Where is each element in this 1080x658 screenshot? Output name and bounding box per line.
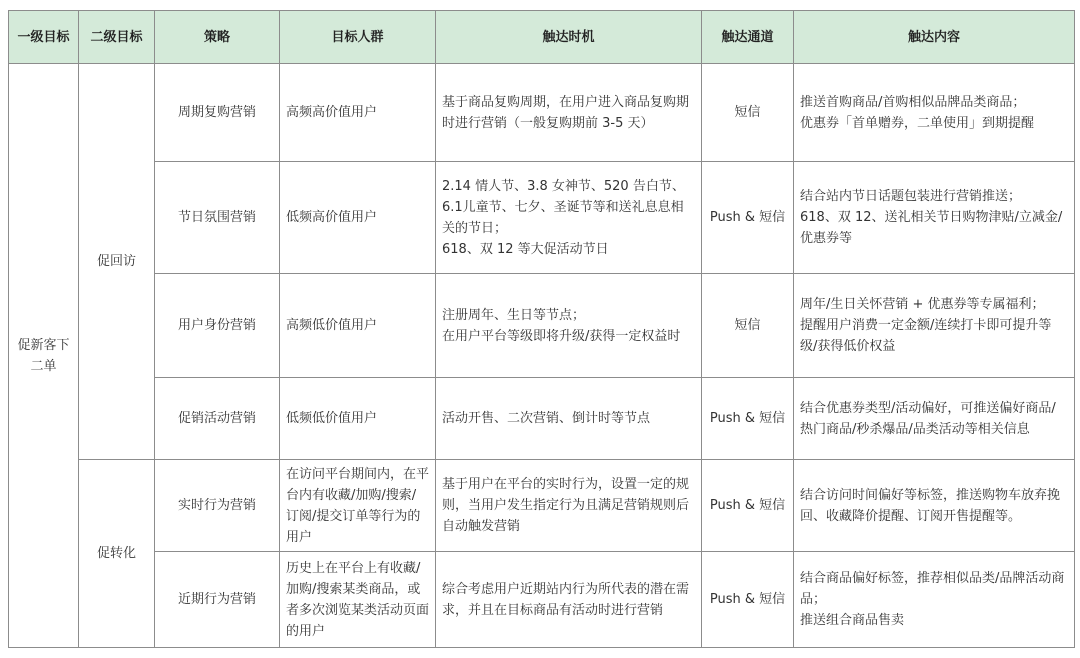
header-row: [9, 11, 1075, 64]
header-audience: 目标人群: [280, 11, 436, 64]
strategy-cell: 近期行为营销: [155, 552, 280, 648]
header-level2: 二级目标: [79, 11, 155, 64]
channel-cell: Push & 短信: [702, 162, 794, 274]
table-row: [9, 460, 1075, 552]
channel-cell: Push & 短信: [702, 378, 794, 460]
content-cell: 结合优惠券类型/活动偏好，可推送偏好商品/热门商品/秒杀爆品/品类活动等相关信息: [794, 378, 1075, 460]
table-row: [9, 378, 1075, 460]
table-container: [8, 10, 1074, 648]
level2-cell: 促转化: [79, 460, 155, 648]
header-content: 触达内容: [794, 11, 1075, 64]
table-row: [9, 162, 1075, 274]
table-row: [9, 64, 1075, 162]
level1-cell: 促新客下 二单: [9, 64, 79, 648]
table-row: [9, 552, 1075, 648]
timing-cell: 注册周年、生日等节点； 在用户平台等级即将升级/获得一定权益时: [436, 274, 702, 378]
timing-cell: 活动开售、二次营销、倒计时等节点: [436, 378, 702, 460]
audience-cell: 高频低价值用户: [280, 274, 436, 378]
content-cell: 周年/生日关怀营销 + 优惠券等专属福利； 提醒用户消费一定金额/连续打卡即可提升等级/获得低价权益: [794, 274, 1075, 378]
audience-cell: 低频低价值用户: [280, 378, 436, 460]
strategy-cell: 用户身份营销: [155, 274, 280, 378]
timing-cell: 2.14 情人节、3.8 女神节、520 告白节、6.1儿童节、七夕、圣诞节等和送礼息息相关的节日； 618、双 12 等大促活动节日: [436, 162, 702, 274]
timing-cell: 综合考虑用户近期站内行为所代表的潜在需求，并且在目标商品有活动时进行营销: [436, 552, 702, 648]
strategy-cell: 周期复购营销: [155, 64, 280, 162]
timing-cell: 基于用户在平台的实时行为，设置一定的规则，当用户发生指定行为且满足营销规则后自动触发营销: [436, 460, 702, 552]
channel-cell: 短信: [702, 64, 794, 162]
level2-cell: 促回访: [79, 64, 155, 460]
audience-cell: 历史上在平台上有收藏/加购/搜索某类商品，或者多次浏览某类活动页面的用户: [280, 552, 436, 648]
channel-cell: Push & 短信: [702, 552, 794, 648]
strategy-cell: 促销活动营销: [155, 378, 280, 460]
header-channel: 触达通道: [702, 11, 794, 64]
header-timing: 触达时机: [436, 11, 702, 64]
content-cell: 结合站内节日话题包装进行营销推送； 618、双 12、送礼相关节日购物津贴/立减金/优惠券等: [794, 162, 1075, 274]
content-cell: 推送首购商品/首购相似品牌品类商品； 优惠券「首单赠券，二单使用」到期提醒: [794, 64, 1075, 162]
header-level1: 一级目标: [9, 11, 79, 64]
content-cell: 结合访问时间偏好等标签，推送购物车放弃挽回、收藏降价提醒、订阅开售提醒等。: [794, 460, 1075, 552]
marketing-strategy-table: [8, 10, 1075, 648]
channel-cell: 短信: [702, 274, 794, 378]
audience-cell: 低频高价值用户: [280, 162, 436, 274]
audience-cell: 在访问平台期间内，在平台内有收藏/加购/搜索/订阅/提交订单等行为的用户: [280, 460, 436, 552]
timing-cell: 基于商品复购周期，在用户进入商品复购期时进行营销（一般复购期前 3-5 天）: [436, 64, 702, 162]
strategy-cell: 实时行为营销: [155, 460, 280, 552]
audience-cell: 高频高价值用户: [280, 64, 436, 162]
table-row: [9, 274, 1075, 378]
header-strategy: 策略: [155, 11, 280, 64]
strategy-cell: 节日氛围营销: [155, 162, 280, 274]
channel-cell: Push & 短信: [702, 460, 794, 552]
content-cell: 结合商品偏好标签，推荐相似品类/品牌活动商品； 推送组合商品售卖: [794, 552, 1075, 648]
